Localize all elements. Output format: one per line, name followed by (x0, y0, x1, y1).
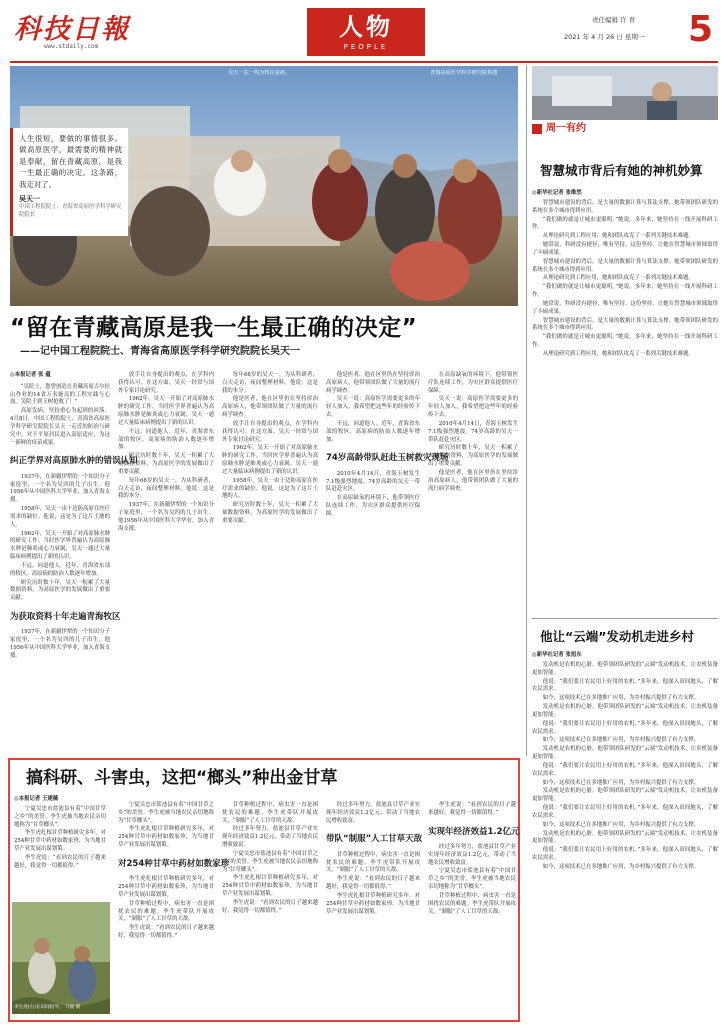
right-bottom-headline: 他让“云端”发动机走进乡村 (540, 629, 694, 644)
bottom-para: 经过多年努力，盐池县甘草产业实现年经济效益1.2亿元，带动了当地农民增收致富。 (428, 843, 516, 866)
editor-credit: 责任编辑 许 青 (592, 16, 636, 24)
bottom-col-5 (428, 802, 520, 1016)
bottom-para: 李生虎说：“看到农民的日子越来越好，我觉得一切都值得。” (428, 802, 516, 816)
lead-para: 2010年4月14日，青海玉树发生7.1级强烈地震。74岁高龄的吴天一带队赶赴灾区。 (428, 420, 518, 443)
right-bottom-para: 如今，这项技术已在多地推广应用，为乡村振兴提供了有力支撑。 (542, 779, 700, 786)
lead-col-5 (428, 372, 518, 747)
lead-para: 1962年，吴天一开始了对高原肺水肿的研究工作。当时医学界普遍认为高原肺水肿是肺炎或心力衰竭，吴天一通过大量临床病例提出了新的认识。 (118, 396, 214, 426)
bottom-para: 甘草种植过程中，病虫害一直是困扰农民的难题。李生虎带队开展攻关，“制服”了人工甘草的天敌。 (118, 900, 214, 923)
right-bottom-para: 他说：“我们要让农民用上好用的农机。”多年来，他深入田间地头，了解农民需求。 (532, 762, 718, 777)
bottom-para: 经过多年努力，盐池县甘草产业实现年经济效益1.2亿元，带动了当地农民增收致富。 (222, 826, 318, 849)
lead-para: 1937年，在新疆伊犁的一个知识分子家庭里，一个名为吴四的儿子出生。他1956年从中国医科大学毕业，加入青海支援。 (118, 502, 214, 532)
lead-col-2 (118, 372, 214, 747)
bottom-para: 宁夏吴忠市盐池县有着“中国甘草之乡”的美誉。李生虎被当地农民亲切地称为“甘草榔头”。 (14, 806, 106, 828)
lead-para: 研究历时数十年，吴天一积累了大量数据资料，为高原医学的发展做出了重要贡献。 (118, 453, 214, 475)
right-bottom-para: 如今，这项技术已在多地推广应用，为乡村振兴提供了有力支撑。 (542, 821, 700, 828)
lead-para: 不远，同道他人。近年，青海省东部的牧区，高原病的防治人数逐年增加。 (326, 420, 420, 443)
issue-date: 2021 年 4 月 26 日 星期一 (564, 33, 645, 41)
masthead-divider (10, 61, 718, 63)
right-top-para: “我们做的就是让城市更聪明。”她说。多年来，她坚持在一线开展科研工作。 (532, 284, 718, 299)
page-number: 5 (688, 9, 714, 50)
lead-photo-credit: 青海高原医学科学研究院供图 (430, 70, 498, 76)
right-top-para: 从理论研究到工程应用，她和团队攻克了一系列关键技术难题。 (542, 233, 694, 240)
lead-para: 1937年，在新疆伊犁的一个知识分子家庭里，一个名为吴四的儿子出生。他1956年从中国医科大学毕业，加入青海支援。 (10, 629, 110, 659)
right-section-divider (532, 618, 718, 619)
bottom-section-heading: 对254种甘草中药材如数家珍 (118, 858, 230, 869)
bottom-para: 宁夏吴忠市盐池县有着“中国甘草之乡”的美誉。李生虎被当地农民亲切地称为“甘草榔头”。 (428, 868, 516, 891)
quote-text: 人生很短，要做的事情很多。做高原医学，最需要的精神就是奉献，留在青藏高原，是我一生最正确的决定。这条路，我走对了。 (19, 134, 122, 189)
quote-name: 吴天一 (19, 195, 40, 204)
right-top-para: “我们做的就是让城市更聪明。”她说。多年来，她坚持在一线开展科研工作。 (532, 334, 718, 349)
right-column-divider (526, 66, 527, 756)
right-top-para: 智慧城市建设的背后，是大量的数据计算与算法支撑。她带领团队研发的系统在多个城市得到应用。 (532, 258, 718, 273)
bottom-para: 李生虎说：“看到农民的日子越来越好，我觉得一切都值得。” (326, 876, 420, 891)
right-bottom-para: 他说：“我们要让农民用上好用的农机。”多年来，他深入田间地头，了解农民需求。 (532, 847, 718, 862)
right-top-para: 从理论研究到工程应用，她和团队攻克了一系列关键技术难题。 (542, 350, 694, 357)
right-bottom-para: 他说：“我们要让农民用上好用的农机。”多年来，他深入田间地头，了解农民需求。 (532, 678, 718, 693)
lead-para: 1958年，吴天一由于边防高原在医疗需求的缺位。他说，这是为了这片土地的人。 (222, 477, 318, 500)
lead-para: 吴天一说：高原医学需要更多的年轻人加入，我希望把这些年的经验传下去。 (428, 396, 518, 419)
section-title: 人物 (339, 13, 393, 41)
bottom-byline: ◎本报记者 王建薇 (14, 796, 59, 802)
lead-para: 不远，同道他人。近年，青海省东部的牧区，高原病的防治人数逐年增加。 (10, 562, 110, 577)
right-bottom-para: 发动机是农机的心脏。他带领团队研发的“云端”发动机技术，让农机装备更加智能。 (532, 788, 718, 803)
right-top-body (532, 200, 718, 620)
lead-para: 他是医者，他在区里仍在坚持诊治高原病人，他带领团队做了大量的流行病学调查。 (428, 469, 518, 492)
lead-para: 研究历时数十年，吴天一积累了大量数据资料，为高原医学的发展做出了重要贡献。 (10, 579, 110, 602)
lead-para: 1962年，吴天一开始了对高原肺水肿的研究工作。当时医学界普遍认为高原肺水肿是肺炎或心力衰竭，吴天一通过大量临床病例提出了新的认识。 (10, 530, 110, 561)
bottom-para: 甘草种植过程中，病虫害一直是困扰农民的难题。李生虎带队开展攻关，“制服”了人工甘草的天敌。 (222, 802, 318, 824)
bottom-para: 李生虎扎根甘草种植研究多年，对254种甘草中药材如数家珍，为当地甘草产业发展出谋划策。 (222, 875, 318, 898)
lead-col-4 (326, 372, 449, 747)
lead-para: 他是医者，他在区里仍在坚持诊治高原病人，他带领团队做了大量的流行病学调查。 (326, 372, 420, 394)
right-top-para: 她常说，科研没有捷径，唯有坚持。这份坚持，让她在智慧城市领域取得了丰硕成果。 (532, 242, 718, 256)
lead-photo-caption: 吴天一在一线为牧民看病。 (228, 70, 291, 76)
lead-para: 1958年，吴天一由于边防高原在医疗需求的缺位。他说，这是为了这片土地的人。 (10, 506, 110, 528)
bottom-photo-caption: 李生虎(右)在田间指导。 马丽 摄 (14, 1005, 81, 1010)
lead-subheadline: ——记中国工程院院士、青海省高原医学科学研究院院长吴天一 (20, 346, 300, 357)
right-bottom-body (532, 662, 718, 1017)
lead-para: 研究历时数十年，吴天一积累了大量数据资料，为高原医学的发展做出了重要贡献。 (428, 445, 518, 468)
bottom-para: 李生虎说：“看到农民的日子越来越好，我觉得一切都值得。” (14, 854, 106, 869)
lead-section-heading: 74岁高龄带队赶赴玉树救灾现场 (326, 453, 449, 464)
lead-byline: ◎本报记者 张 蕴 (10, 372, 51, 378)
bottom-para: 宁夏吴忠市盐池县有着“中国甘草之乡”的美誉。李生虎被当地农民亲切地称为“甘草榔头”。 (118, 802, 214, 824)
lead-headline: “留在青藏高原是我一生最正确的决定” (10, 315, 418, 341)
lead-para: 1962年，吴天一开始了对高原肺水肿的研究工作。当时医学界普遍认为高原肺水肿是肺炎或心力衰竭，吴天一通过大量临床病例提出了新的认识。 (222, 445, 318, 475)
right-top-para: 智慧城市建设的背后，是大量的数据计算与算法支撑。她带领团队研发的系统在多个城市得到应用。 (532, 200, 718, 214)
bottom-para: 李生虎说：“看到农民的日子越来越好，我觉得一切都值得。” (222, 899, 318, 914)
site-url[interactable]: www.stdaily.com (44, 43, 99, 50)
right-top-para: 智慧城市建设的背后，是大量的数据计算与算法支撑。她带领团队研发的系统在多个城市得到应用。 (532, 317, 718, 332)
tag-label: 周一有约 (546, 123, 586, 134)
right-bottom-para: 发动机是农机的心脏。他带领团队研发的“云端”发动机技术，让农机装备更加智能。 (532, 662, 718, 676)
bottom-photo (12, 902, 110, 1014)
masthead (0, 0, 728, 62)
lead-para: 高原发病，坚持重心为起到的回落。4月8日，中国工程院院士、青海省高原医学科学研究院院长吴天一走近的防治与研究中，对于平原居民进入高原适应，为这一新鲜的疫苗成果。 (10, 408, 110, 446)
right-top-para: 她常说，科研没有捷径，唯有坚持。这份坚持，让她在智慧城市领域取得了丰硕成果。 (532, 300, 718, 315)
right-bottom-para: 发动机是农机的心脏。他带领团队研发的“云端”发动机技术，让农机装备更加智能。 (532, 746, 718, 761)
right-bottom-para: 发动机是农机的心脏。他带领团队研发的“云端”发动机技术，让农机装备更加智能。 (532, 830, 718, 845)
lead-section-heading: 纠正学界对高原肺水肿的错误认知 (10, 456, 138, 467)
quote-box (10, 128, 128, 236)
lead-para: 1937年，在新疆伊犁的一个知识分子家庭里，一个名为吴四的儿子出生。他1956年从中国医科大学毕业，加入青海支援。 (10, 473, 110, 504)
lead-para: 在高原缺氧的环境下，他带领医疗队连续工作，为灾区群众提供医疗保障。 (326, 495, 420, 517)
lead-para: 放手让自身提出的观点，在学科内获得认可。在这方面，吴天一经常与国外专家讨论研究。 (222, 420, 318, 443)
bottom-para: 李生虎扎根甘草种植研究多年，对254种甘草中药材如数家珍，为当地甘草产业发展出谋划策。 (14, 830, 106, 853)
right-bottom-para: 他说：“我们要让农民用上好用的农机。”多年来，他深入田间地头，了解农民需求。 (532, 805, 718, 819)
right-bottom-para: 他说：“我们要让农民用上好用的农机。”多年来，他深入田间地头，了解农民需求。 (532, 720, 718, 735)
lead-para: 每年68岁的吴天一，为从科研者，白天走访，夜间整理材料。他说：这是我的本分。 (222, 372, 318, 394)
column-tag (532, 122, 718, 136)
bottom-para: 经过多年努力，盐池县甘草产业实现年经济效益1.2亿元，带动了当地农民增收致富。 (326, 802, 420, 824)
bottom-para: 李生虎扎根甘草种植研究多年，对254种甘草中药材如数家珍，为当地甘草产业发展出谋划策。 (326, 892, 420, 915)
lead-col-1 (10, 372, 138, 747)
lead-para: 2010年4月14日，青海玉树发生7.1级强烈地震。74岁高龄的吴天一带队赶赴灾区。 (326, 470, 420, 493)
lead-para: 在高原缺氧的环境下，他带领医疗队连续工作，为灾区群众提供医疗保障。 (428, 372, 518, 394)
lead-para: 吴天一说：高原医学需要更多的年轻人加入，我希望把这些年的经验传下去。 (326, 396, 420, 419)
bottom-col-3 (222, 802, 318, 1016)
bottom-para: 李生虎说：“看到农民的日子越来越好，我觉得一切都值得。” (118, 925, 214, 940)
bottom-para: 宁夏吴忠市盐池县有着“中国甘草之乡”的美誉。李生虎被当地农民亲切地称为“甘草榔头”。 (222, 850, 318, 873)
bottom-para: 李生虎扎根甘草种植研究多年，对254种甘草中药材如数家珍，为当地甘草产业发展出谋划策。 (118, 826, 214, 849)
bottom-headline: 搞科研、斗害虫，这把“榔头”种出金甘草 (26, 768, 338, 788)
lead-col-3 (222, 372, 318, 747)
lead-para: “吴院士，您曾创造在青藏高原吉尔拉山作业的14省万名施员的工程实践与心血。吴院士到玉树抢救了！” (10, 383, 110, 406)
section-subtitle: PEOPLE (343, 43, 389, 51)
right-top-para: “我们做的就是让城市更聪明。”她说。多年来，她坚持在一线开展科研工作。 (532, 216, 718, 231)
right-photo-image (532, 66, 718, 120)
right-bottom-para: 如今，这项技术已在多地推广应用，为乡村振兴提供了有力支撑。 (542, 695, 700, 702)
tag-marker (532, 124, 542, 134)
right-top-byline: ◎新华社记者 张维然 (532, 190, 582, 196)
newspaper-logo: 科技日報 (14, 14, 130, 45)
lead-para: 研究历时数十年，吴天一积累了大量数据资料，为高原医学的发展做出了重要贡献。 (222, 502, 318, 524)
lead-para: 不远，同道他人。近年，青海省东部的牧区，高原病的防治人数逐年增加。 (118, 428, 214, 451)
bottom-section-heading: 实现年经济效益1.2亿元 (428, 826, 520, 837)
lead-para: 他是医者，他在区里仍在坚持诊治高原病人，他带领团队做了大量的流行病学调查。 (222, 396, 318, 419)
right-bottom-byline: ◎新华社记者 张旭东 (532, 652, 582, 658)
right-top-para: 从理论研究到工程应用，她和团队攻克了一系列关键技术难题。 (542, 275, 694, 282)
bottom-section-heading: 带队“制服”人工甘草天敌 (326, 834, 423, 845)
lead-section-heading: 为获取资料十年走遍青海牧区 (10, 612, 121, 623)
bottom-para: 李生虎扎根甘草种植研究多年，对254种甘草中药材如数家珍，为当地甘草产业发展出谋划策。 (118, 876, 214, 898)
bottom-para: 甘草种植过程中，病虫害一直是困扰农民的难题。李生虎带队开展攻关，“制服”了人工甘草的天敌。 (428, 892, 516, 915)
right-top-headline: 智慧城市背后有她的神机妙算 (540, 163, 703, 178)
right-bottom-para: 如今，这项技术已在多地推广应用，为乡村振兴提供了有力支撑。 (542, 737, 700, 744)
quote-title: 中国工程院院士、青海省高原医学科学研究院院长 (19, 204, 122, 219)
bottom-photo-image (12, 902, 110, 1014)
right-photo (532, 66, 718, 120)
right-bottom-para: 发动机是农机的心脏。他带领团队研发的“云端”发动机技术，让农机装备更加智能。 (532, 704, 718, 718)
bottom-para: 甘草种植过程中，病虫害一直是困扰农民的难题。李生虎带队开展攻关，“制服”了人工甘草的天敌。 (326, 851, 420, 874)
lead-para: 放手让自身提出的观点，在学科内获得认可。在这方面，吴天一经常与国外专家讨论研究。 (118, 372, 214, 394)
bottom-col-4 (326, 802, 423, 1016)
bottom-col-2 (118, 802, 230, 1016)
lead-para: 每年68岁的吴天一，为从科研者，白天走访，夜间整理材料。他说：这是我的本分。 (118, 477, 214, 500)
right-bottom-para: 如今，这项技术已在多地推广应用，为乡村振兴提供了有力支撑。 (542, 863, 700, 870)
